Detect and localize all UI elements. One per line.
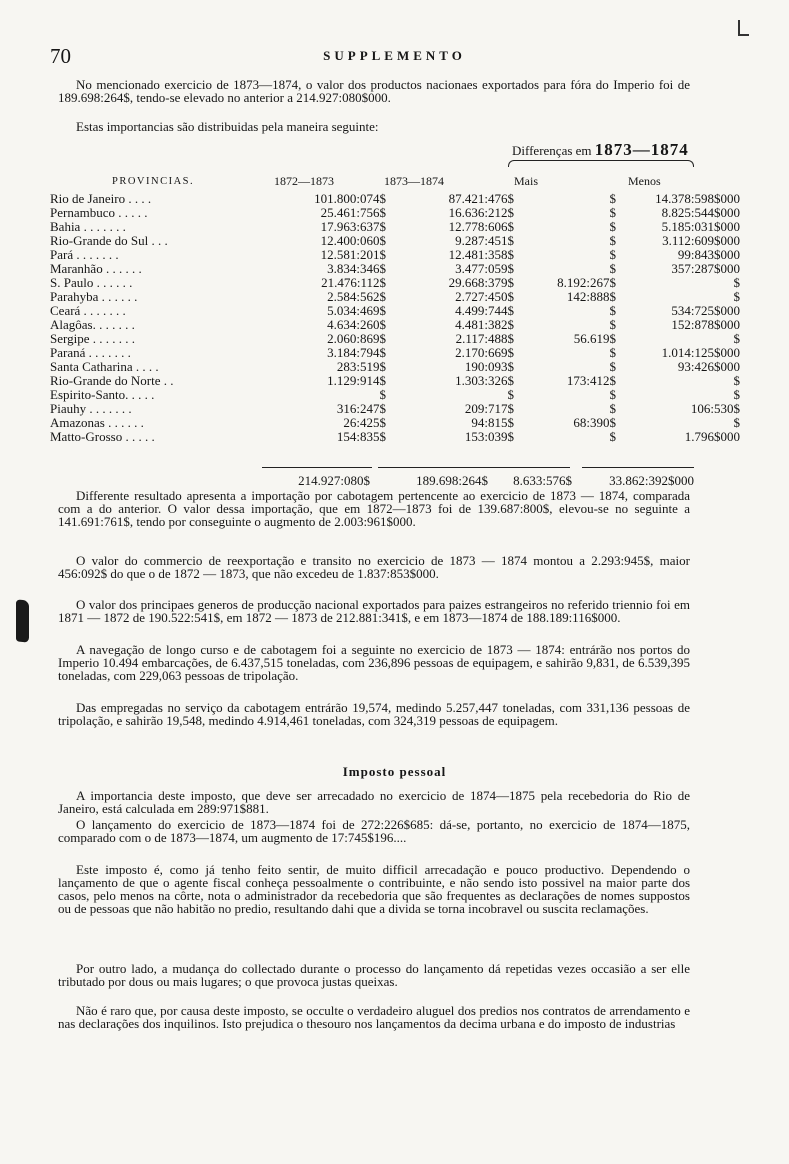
value-1872-1873-cell: 2.060:869$ xyxy=(327,331,386,346)
difference-mais-cell: 56.619$ xyxy=(573,331,616,346)
value-1873-1874-cell: 2.117:488$ xyxy=(455,331,514,346)
imposto-paragraph-3: Este imposto é, como já tenho feito sentir, de muito difficil arrecadação e pouco productivo. Dependendo o lançamento de que o agente fiscal conheça pessoalmente o contribuinte, e não sendo isto possivel na maior parte dos casos, pelo menos na côrte, nota o administrador da recebedoria que são frequentes as declarações de nomes suppostos ou de pessoas que não habitão no predio, resultando dahi que a divida se torna incobravel ou suscita reclamações. xyxy=(58,862,690,916)
total-mais: 8.633:576$ xyxy=(513,473,572,488)
difference-menos-cell: $ xyxy=(733,387,740,402)
paragraph-cabotagem-service: Das empregadas no serviço da cabotagem entrárão 19,574, medindo 5.257,447 toneladas, com 331,136 pessoas de tripolação, e sahirão 19,548, medindo 4.914,461 toneladas, com 324,319 pessoas de equipagem. xyxy=(58,700,690,728)
imposto-paragraph-5: Não é raro que, por causa deste imposto, se occulte o verdadeiro aluguel dos predios nos contratos de arrendamento e nas declarações dos inquilinos. Isto prejudica o thesouro nos lançamentos da decima urbana e do imposto de industrias xyxy=(58,1003,690,1031)
total-1872-1873: 214.927:080$ xyxy=(298,473,370,488)
paragraph-principal-exports: O valor dos principaes generos de producção nacional exportados para paizes estrangeiros no referido triennio foi em 1871 — 1872 de 190.522:541$, em 1872 — 1873 de 212.881:341$, e em 1873—1874 de 188.189:116$000. xyxy=(58,597,690,625)
province-cell: Ceará . . . . . . . xyxy=(50,303,126,318)
table-row xyxy=(50,220,740,234)
province-cell: Piauhy . . . . . . . xyxy=(50,401,132,416)
province-cell: Rio de Janeiro . . . . xyxy=(50,191,152,206)
province-cell: Matto-Grosso . . . . . xyxy=(50,429,155,444)
section-title-imposto-pessoal: Imposto pessoal xyxy=(342,764,447,779)
difference-mais-cell: $ xyxy=(609,317,616,332)
table-row xyxy=(50,318,740,332)
value-1873-1874-cell: 190:093$ xyxy=(464,359,514,374)
province-cell: Pará . . . . . . . xyxy=(50,247,119,262)
imposto-paragraph-2: O lançamento do exercicio de 1873—1874 foi de 272:226$685: dá-se, portanto, no exercicio de 1874—1875, comparado com o de 1873—1874, um augmento de 17:745$196.... xyxy=(58,817,690,845)
difference-mais-cell: 173:412$ xyxy=(566,373,616,388)
col-header-province: PROVINCIAS. xyxy=(112,176,195,187)
exports-by-province-table xyxy=(50,192,740,444)
table-row xyxy=(50,402,740,416)
differences-brace xyxy=(508,160,694,167)
province-cell: Rio-Grande do Sul . . . xyxy=(50,233,168,248)
value-1873-1874-cell: 29.668:379$ xyxy=(448,275,514,290)
difference-mais-cell: $ xyxy=(609,401,616,416)
differences-label: Differenças em xyxy=(512,143,592,158)
intro-paragraph: No mencionado exercicio de 1873—1874, o valor dos productos nacionaes exportados para fóra do Imperio foi de 189.698:264$, tendo-se elevado no anterior a 214.927:080$000. xyxy=(58,77,690,105)
differences-heading xyxy=(512,140,689,160)
difference-menos-cell: $ xyxy=(733,331,740,346)
value-1872-1873-cell: 4.634:260$ xyxy=(327,317,386,332)
corner-mark xyxy=(738,20,749,36)
table-row xyxy=(50,374,740,388)
paragraph-reexport: O valor do commercio de reexportação e transito no exercicio de 1873 — 1874 montou a 2.293:945$, maior 456:092$ do que o de 1872 — 1873, que não excedeu de 1.837:853$000. xyxy=(58,553,690,581)
difference-mais-cell: $ xyxy=(609,233,616,248)
table-row xyxy=(50,276,740,290)
difference-mais-cell: $ xyxy=(609,261,616,276)
province-cell: Espirito-Santo. . . . . xyxy=(50,387,155,402)
col-header-menos: Menos xyxy=(628,174,661,188)
value-1873-1874-cell: $ xyxy=(507,387,514,402)
table-row xyxy=(50,206,740,220)
value-1872-1873-cell: 283:519$ xyxy=(336,359,386,374)
table-row xyxy=(50,234,740,248)
value-1872-1873-cell: 154:835$ xyxy=(336,429,386,444)
difference-mais-cell: 8.192:267$ xyxy=(557,275,616,290)
value-1873-1874-cell: 16.636:212$ xyxy=(448,205,514,220)
difference-mais-cell: $ xyxy=(609,429,616,444)
difference-menos-cell: 152:878$000 xyxy=(671,317,740,332)
value-1872-1873-cell: 316:247$ xyxy=(336,401,386,416)
value-1873-1874-cell: 12.481:358$ xyxy=(448,247,514,262)
value-1872-1873-cell: 2.584:562$ xyxy=(327,289,386,304)
province-cell: Pernambuco . . . . . xyxy=(50,205,148,220)
difference-menos-cell: 534:725$000 xyxy=(671,303,740,318)
difference-menos-cell: 3.112:609$000 xyxy=(662,233,740,248)
page-number: 70 xyxy=(50,44,71,68)
difference-menos-cell: 106:530$ xyxy=(690,401,740,416)
table-row xyxy=(50,192,740,206)
table-row xyxy=(50,332,740,346)
province-cell: Alagôas. . . . . . . xyxy=(50,317,135,332)
imposto-paragraph-1: A importancia deste imposto, que deve ser arrecadado no exercicio de 1874—1875 pela recebedoria do Rio de Janeiro, está calculada em 289:971$881. xyxy=(58,788,690,816)
difference-menos-cell: $ xyxy=(733,289,740,304)
value-1872-1873-cell: 3.184:794$ xyxy=(327,345,386,360)
value-1872-1873-cell: 25.461:756$ xyxy=(320,205,386,220)
total-rule-4 xyxy=(582,467,694,468)
difference-mais-cell: $ xyxy=(609,359,616,374)
difference-menos-cell: $ xyxy=(733,275,740,290)
value-1873-1874-cell: 209:717$ xyxy=(464,401,514,416)
table-row xyxy=(50,304,740,318)
table-row xyxy=(50,346,740,360)
value-1873-1874-cell: 1.303:326$ xyxy=(455,373,514,388)
difference-mais-cell: $ xyxy=(609,219,616,234)
value-1872-1873-cell: 26:425$ xyxy=(343,415,386,430)
value-1873-1874-cell: 4.481:382$ xyxy=(455,317,514,332)
difference-mais-cell: 142:888$ xyxy=(566,289,616,304)
col-header-1873-1874: 1873—1874 xyxy=(384,174,444,188)
difference-mais-cell: $ xyxy=(609,191,616,206)
difference-menos-cell: 14.378:598$000 xyxy=(655,191,740,206)
difference-menos-cell: 5.185:031$000 xyxy=(661,219,740,234)
table-row xyxy=(50,262,740,276)
difference-menos-cell: 357:287$000 xyxy=(671,261,740,276)
value-1872-1873-cell: 21.476:112$ xyxy=(321,275,386,290)
difference-mais-cell: $ xyxy=(609,387,616,402)
total-rule-1 xyxy=(262,467,372,468)
value-1872-1873-cell: 101.800:074$ xyxy=(314,191,386,206)
province-cell: Amazonas . . . . . . xyxy=(50,415,144,430)
province-cell: Maranhão . . . . . . xyxy=(50,261,142,276)
value-1872-1873-cell: 5.034:469$ xyxy=(327,303,386,318)
difference-menos-cell: $ xyxy=(733,373,740,388)
table-row xyxy=(50,430,740,444)
difference-mais-cell: $ xyxy=(609,247,616,262)
total-rule-3 xyxy=(488,467,570,468)
province-cell: S. Paulo . . . . . . xyxy=(50,275,133,290)
value-1873-1874-cell: 2.170:669$ xyxy=(455,345,514,360)
running-title: SUPPLEMENTO xyxy=(323,48,466,63)
paragraph-navigation: A navegação de longo curso e de cabotagem foi a seguinte no exercicio de 1873 — 1874: entrárão nos portos do Imperio 10.494 embarcações, de 6.437,515 toneladas, com 236,896 pessoas de equipagem, e sahirão 9,831, de 6.539,395 toneladas, com 229,063 pessoas de tripolação. xyxy=(58,642,690,683)
value-1873-1874-cell: 87.421:476$ xyxy=(448,191,514,206)
ink-blot-mark xyxy=(16,599,29,642)
imposto-paragraph-4: Por outro lado, a mudança do collectado durante o processo do lançamento dá repetidas vezes occasião a ser elle tributado por dous ou mais lugares; o que provoca justas queixas. xyxy=(58,961,690,989)
value-1873-1874-cell: 94:815$ xyxy=(471,415,514,430)
province-cell: Paraná . . . . . . . xyxy=(50,345,131,360)
value-1873-1874-cell: 153:039$ xyxy=(464,429,514,444)
value-1873-1874-cell: 4.499:744$ xyxy=(455,303,514,318)
value-1872-1873-cell: 12.581:201$ xyxy=(320,247,386,262)
total-menos: 33.862:392$000 xyxy=(609,473,694,488)
value-1873-1874-cell: 2.727:450$ xyxy=(455,289,514,304)
value-1873-1874-cell: 9.287:451$ xyxy=(455,233,514,248)
total-rule-2 xyxy=(378,467,488,468)
difference-menos-cell: 99:843$000 xyxy=(677,247,740,262)
difference-mais-cell: 68:390$ xyxy=(573,415,616,430)
difference-mais-cell: $ xyxy=(609,303,616,318)
province-cell: Sergipe . . . . . . . xyxy=(50,331,135,346)
paragraph-cabotagem-import: Differente resultado apresenta a importação por cabotagem pertencente ao exercicio de 1873 — 1874, comparada com a do anterior. O valor dessa importação, que em 1872—1873 foi de 139.687:800$, elevou-se no seguinte a 141.691:761$, tendo por conseguinte o augmento de 2.003:961$000. xyxy=(58,488,690,529)
province-cell: Rio-Grande do Norte . . xyxy=(50,373,174,388)
table-row xyxy=(50,360,740,374)
province-cell: Santa Catharina . . . . xyxy=(50,359,159,374)
table-row xyxy=(50,416,740,430)
difference-mais-cell: $ xyxy=(609,205,616,220)
value-1872-1873-cell: 12.400:060$ xyxy=(320,233,386,248)
total-1873-1874: 189.698:264$ xyxy=(416,473,488,488)
value-1873-1874-cell: 12.778:606$ xyxy=(448,219,514,234)
table-row xyxy=(50,290,740,304)
difference-menos-cell: $ xyxy=(733,415,740,430)
value-1872-1873-cell: 1.129:914$ xyxy=(327,373,386,388)
difference-menos-cell: 8.825:544$000 xyxy=(661,205,740,220)
difference-menos-cell: 93:426$000 xyxy=(677,359,740,374)
province-cell: Parahyba . . . . . . xyxy=(50,289,138,304)
value-1872-1873-cell: 3.834:346$ xyxy=(327,261,386,276)
differences-years: 1873—1874 xyxy=(594,140,689,159)
province-cell: Bahia . . . . . . . xyxy=(50,219,126,234)
difference-mais-cell: $ xyxy=(609,345,616,360)
table-row xyxy=(50,248,740,262)
table-row xyxy=(50,388,740,402)
value-1872-1873-cell: 17.963:637$ xyxy=(320,219,386,234)
col-header-1872-1873: 1872—1873 xyxy=(274,174,334,188)
col-header-mais: Mais xyxy=(514,174,538,188)
intro-paragraph-2: Estas importancias são distribuidas pela maneira seguinte: xyxy=(76,119,379,134)
value-1873-1874-cell: 3.477:059$ xyxy=(455,261,514,276)
difference-menos-cell: 1.796$000 xyxy=(684,429,740,444)
difference-menos-cell: 1.014:125$000 xyxy=(661,345,740,360)
value-1872-1873-cell: $ xyxy=(379,387,386,402)
